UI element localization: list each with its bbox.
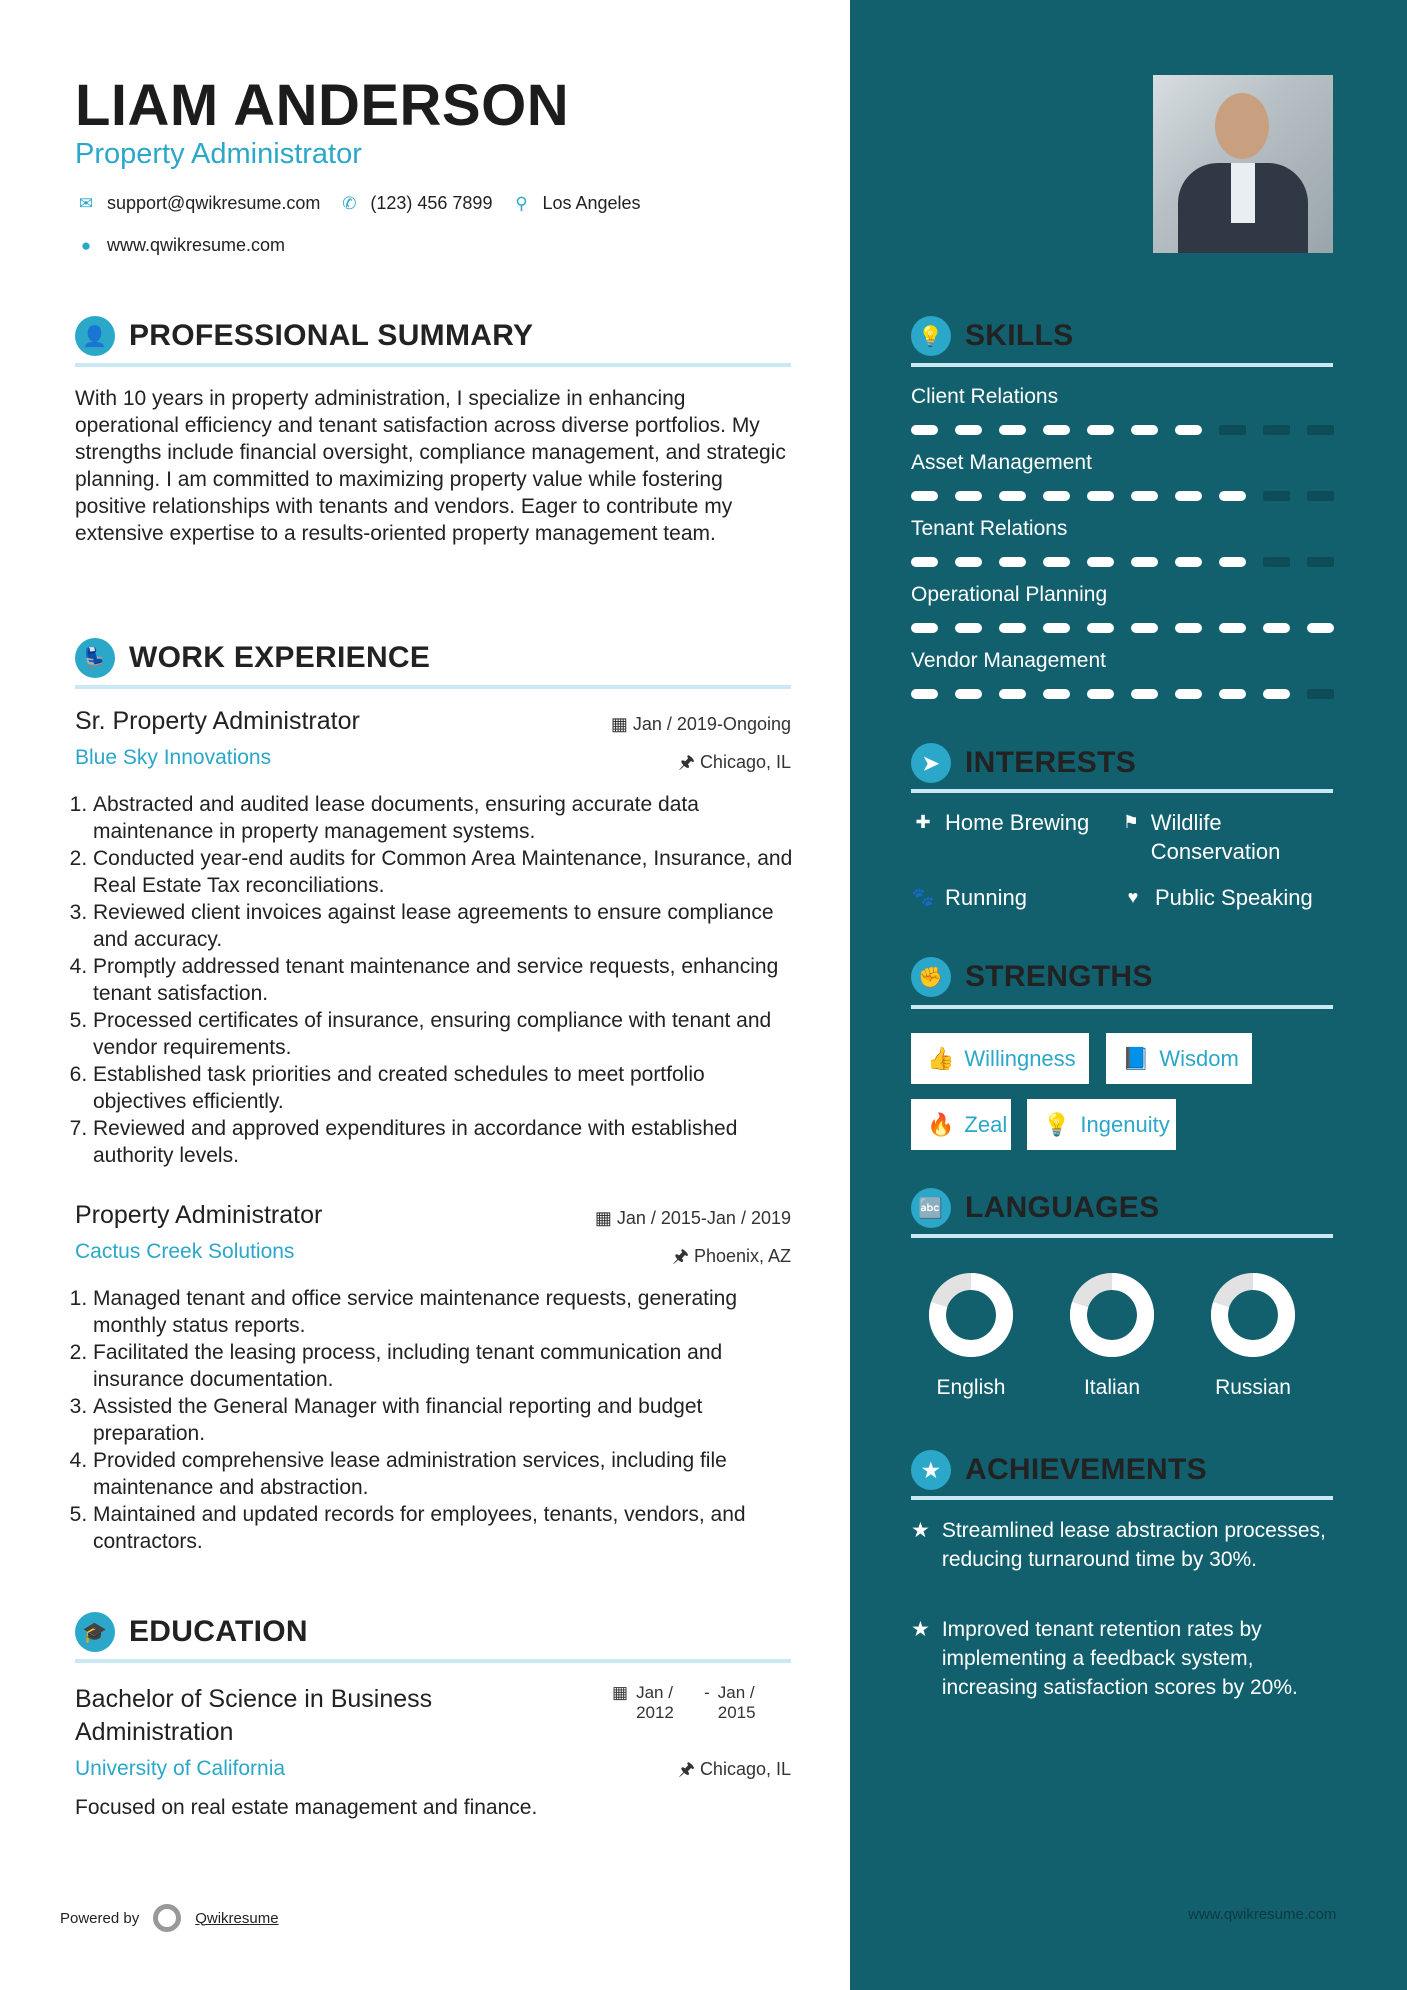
language-icon: 🔤 xyxy=(911,1188,951,1228)
language-donut xyxy=(1070,1273,1154,1357)
skill-level-segment xyxy=(955,689,982,699)
language-name: English xyxy=(936,1376,1006,1399)
skill-level-segment xyxy=(1219,425,1246,435)
skill-level-segment xyxy=(911,557,938,567)
duty-item: 4. Promptly addressed tenant maintenance and service requests, enhancing tenant satisfaction. xyxy=(93,953,795,1007)
user-icon: 👤 xyxy=(75,316,115,356)
strength-chip: 🔥 Zeal xyxy=(911,1099,1011,1150)
envelope-icon: ✉ xyxy=(78,193,94,213)
skill-level-segment xyxy=(955,425,982,435)
divider xyxy=(911,363,1333,367)
skill-level-segment xyxy=(1175,425,1202,435)
job-duties xyxy=(75,1285,795,1555)
skill-level-segment xyxy=(1087,491,1114,501)
skill-level-segment xyxy=(1219,557,1246,567)
skill-level-segment xyxy=(999,491,1026,501)
skill-level-segment xyxy=(1043,491,1070,501)
skill-level-segment xyxy=(1175,557,1202,567)
skill-level-segment xyxy=(999,557,1026,567)
skill-level-segment xyxy=(1263,689,1290,699)
job-dates: ▦ Jan / 2019-Ongoing xyxy=(610,714,791,734)
duty-item: 1. Abstracted and audited lease documents, ensuring accurate data maintenance in property management systems. xyxy=(93,791,795,845)
duty-item: 3. Assisted the General Manager with financial reporting and budget preparation. xyxy=(93,1393,795,1447)
duty-item: 2. Facilitated the leasing process, including tenant communication and insurance documentation. xyxy=(93,1339,795,1393)
divider xyxy=(911,1496,1333,1500)
skill-level-segment xyxy=(999,689,1026,699)
skill-level-segment xyxy=(1043,689,1070,699)
skill-level-segment xyxy=(911,425,938,435)
paper-plane-icon: ➤ xyxy=(911,743,951,783)
job-location: 🖈 Chicago, IL xyxy=(678,752,791,772)
skill-level-segment xyxy=(955,623,982,633)
skill-bar xyxy=(911,689,1334,699)
skill-level-segment xyxy=(1175,491,1202,501)
strength-chip: 📘 Wisdom xyxy=(1106,1033,1252,1084)
skill-level-segment xyxy=(1263,623,1290,633)
lightbulb-icon: 💡 xyxy=(911,316,951,356)
pin-icon: 🖈 xyxy=(672,1246,694,1266)
job-location: 🖈 Phoenix, AZ xyxy=(672,1246,791,1266)
skill-level-segment xyxy=(1219,623,1246,633)
skill-level-segment xyxy=(999,425,1026,435)
skill-level-segment xyxy=(1087,425,1114,435)
interest-item: ⚑ Wildlife Conservation xyxy=(1122,810,1281,864)
work-heading: 💺 WORK EXPERIENCE xyxy=(75,638,430,678)
graduation-cap-icon: 🎓 xyxy=(75,1612,115,1652)
thumbs-up-icon: 👍 xyxy=(927,1045,955,1071)
skill-level-segment xyxy=(1131,557,1158,567)
star-icon: ★ xyxy=(911,1450,951,1490)
skill-bar xyxy=(911,425,1334,435)
skill-level-segment xyxy=(1307,425,1334,435)
phone-icon: ✆ xyxy=(342,193,357,213)
job-title: Sr. Property Administrator xyxy=(75,707,360,735)
skill-level-segment xyxy=(1131,491,1158,501)
skill-level-segment xyxy=(955,557,982,567)
achievement-item: ★ Streamlined lease abstraction processes, reducing turnaround time by 30%. xyxy=(911,1516,1341,1574)
company: Cactus Creek Solutions xyxy=(75,1240,295,1263)
language-donut xyxy=(1211,1273,1295,1357)
duty-item: 3. Reviewed client invoices against lease agreements to ensure compliance and accuracy. xyxy=(93,899,795,953)
email[interactable]: support@qwikresume.com xyxy=(107,193,321,213)
skill-name: Vendor Management xyxy=(911,649,1106,672)
skill-level-segment xyxy=(1219,491,1246,501)
divider xyxy=(75,1659,791,1663)
skill-level-segment xyxy=(1175,689,1202,699)
pin-icon: 🖈 xyxy=(678,1759,700,1779)
job-title: Property Administrator xyxy=(75,1201,323,1229)
qwikresume-logo-icon xyxy=(153,1904,181,1932)
language-donut xyxy=(929,1273,1013,1357)
skill-level-segment xyxy=(1219,689,1246,699)
skill-level-segment xyxy=(1131,623,1158,633)
job-dates: ▦ Jan / 2015-Jan / 2019 xyxy=(594,1208,791,1228)
fist-icon: ✊ xyxy=(911,957,951,997)
puzzle-icon: ✚ xyxy=(915,812,931,832)
education-heading: 🎓 EDUCATION xyxy=(75,1612,308,1652)
skill-name: Client Relations xyxy=(911,385,1059,408)
flag-icon: ⚑ xyxy=(1122,812,1139,832)
duty-item: 5. Maintained and updated records for employees, tenants, vendors, and contractors. xyxy=(93,1501,795,1555)
duty-item: 6. Established task priorities and created schedules to meet portfolio objectives efficiently. xyxy=(93,1061,795,1115)
divider xyxy=(911,1234,1333,1238)
divider xyxy=(911,789,1333,793)
calendar-icon: ▦ xyxy=(594,1208,617,1228)
company: Blue Sky Innovations xyxy=(75,746,272,769)
skill-level-segment xyxy=(911,491,938,501)
contact-row xyxy=(75,193,641,214)
education-dates: ▦ Jan / 2012 - Jan / 2015 xyxy=(612,1683,756,1722)
school: University of California xyxy=(75,1757,286,1780)
skill-level-segment xyxy=(1043,425,1070,435)
book-icon: 📘 xyxy=(1122,1045,1150,1071)
interest-item: 🐾 Running xyxy=(911,885,1027,910)
skill-level-segment xyxy=(1087,689,1114,699)
powered-by: Powered by Qwikresume xyxy=(60,1904,279,1932)
skill-level-segment xyxy=(999,623,1026,633)
skill-level-segment xyxy=(1131,425,1158,435)
skill-level-segment xyxy=(1263,491,1290,501)
star-icon: ★ xyxy=(911,1519,930,1542)
divider xyxy=(75,363,791,367)
lightbulb-icon: 💡 xyxy=(1043,1111,1071,1137)
skill-level-segment xyxy=(911,689,938,699)
duty-item: 2. Conducted year-end audits for Common Area Maintenance, Insurance, and Real Estate Tax reconciliations. xyxy=(93,845,795,899)
location: Los Angeles xyxy=(542,193,641,213)
strength-chip: 💡 Ingenuity xyxy=(1027,1099,1176,1150)
website[interactable]: www.qwikresume.com xyxy=(107,235,286,255)
summary-text: With 10 years in property administration, I specialize in enhancing operational efficiency and tenant satisfaction across diverse portfolios. My strengths include financial oversight, compliance management, and strategic planning. I am committed to maximizing property value while fostering positive relationships with tenants and vendors. Eager to contribute my extensive expertise to a results-oriented property management team. xyxy=(75,387,786,545)
skill-bar xyxy=(911,491,1334,501)
duty-item: 1. Managed tenant and office service maintenance requests, generating monthly status reports. xyxy=(93,1285,795,1339)
skill-level-segment xyxy=(1043,557,1070,567)
globe-icon: ● xyxy=(80,235,92,255)
job-title: Property Administrator xyxy=(75,138,362,170)
skill-name: Operational Planning xyxy=(911,583,1108,606)
duty-item: 7. Reviewed and approved expenditures in accordance with established authority levels. xyxy=(93,1115,795,1169)
fire-icon: 🔥 xyxy=(927,1111,955,1137)
skill-name: Tenant Relations xyxy=(911,517,1068,540)
summary-heading: 👤 PROFESSIONAL SUMMARY xyxy=(75,316,533,356)
map-pin-icon: ⚲ xyxy=(515,193,528,213)
strength-chip: 👍 Willingness xyxy=(911,1033,1089,1084)
candidate-name: LIAM ANDERSON xyxy=(75,73,570,138)
skill-level-segment xyxy=(1087,623,1114,633)
language-name: Russian xyxy=(1215,1376,1291,1399)
skill-level-segment xyxy=(955,491,982,501)
duty-item: 4. Provided comprehensive lease administration services, including file maintenance and abstraction. xyxy=(93,1447,795,1501)
skill-level-segment xyxy=(1263,425,1290,435)
degree: Bachelor of Science in Business Administration xyxy=(75,1685,433,1746)
brand-link[interactable]: Qwikresume xyxy=(195,1909,279,1927)
skill-level-segment xyxy=(1307,623,1334,633)
calendar-icon: ▦ xyxy=(612,1683,629,1702)
heartbeat-icon: ♥ xyxy=(1127,887,1139,907)
skill-level-segment xyxy=(1175,623,1202,633)
website-row xyxy=(75,235,285,256)
skill-level-segment xyxy=(1307,491,1334,501)
calendar-icon: ▦ xyxy=(610,714,633,734)
skill-name: Asset Management xyxy=(911,451,1092,474)
skill-level-segment xyxy=(1131,689,1158,699)
skill-bar xyxy=(911,557,1334,567)
divider xyxy=(75,685,791,689)
skill-bar xyxy=(911,623,1334,633)
duty-item: 5. Processed certificates of insurance, ensuring compliance with tenant and vendor requirements. xyxy=(93,1007,795,1061)
star-icon: ★ xyxy=(911,1618,930,1641)
profile-photo xyxy=(1153,75,1333,253)
interest-item: ♥ Public Speaking xyxy=(1121,883,1313,912)
interests-heading: ➤ INTERESTS xyxy=(911,743,1136,783)
pin-icon: 🖈 xyxy=(678,752,700,772)
skill-level-segment xyxy=(911,623,938,633)
education-description: Focused on real estate management and finance. xyxy=(75,1796,538,1819)
briefcase-icon: 💺 xyxy=(75,638,115,678)
languages-heading: 🔤 LANGUAGES xyxy=(911,1188,1159,1228)
language-name: Italian xyxy=(1083,1376,1141,1399)
education-location: 🖈 Chicago, IL xyxy=(678,1759,791,1779)
achievements-heading: ★ ACHIEVEMENTS xyxy=(911,1450,1207,1490)
footer-site[interactable]: www.qwikresume.com xyxy=(1188,1906,1337,1923)
strengths-heading: ✊ STRENGTHS xyxy=(911,957,1153,997)
skill-level-segment xyxy=(1307,557,1334,567)
skill-level-segment xyxy=(1043,623,1070,633)
skill-level-segment xyxy=(1307,689,1334,699)
paw-icon: 🐾 xyxy=(911,887,935,907)
phone: (123) 456 7899 xyxy=(370,193,493,213)
achievement-item: ★ Improved tenant retention rates by implementing a feedback system, increasing satisfaction scores by 20%. xyxy=(911,1615,1341,1702)
job-duties xyxy=(75,791,795,1169)
skill-level-segment xyxy=(1087,557,1114,567)
divider xyxy=(911,1005,1333,1009)
interest-item: ✚ Home Brewing xyxy=(911,808,1089,837)
skill-level-segment xyxy=(1263,557,1290,567)
skills-heading: 💡 SKILLS xyxy=(911,316,1073,356)
